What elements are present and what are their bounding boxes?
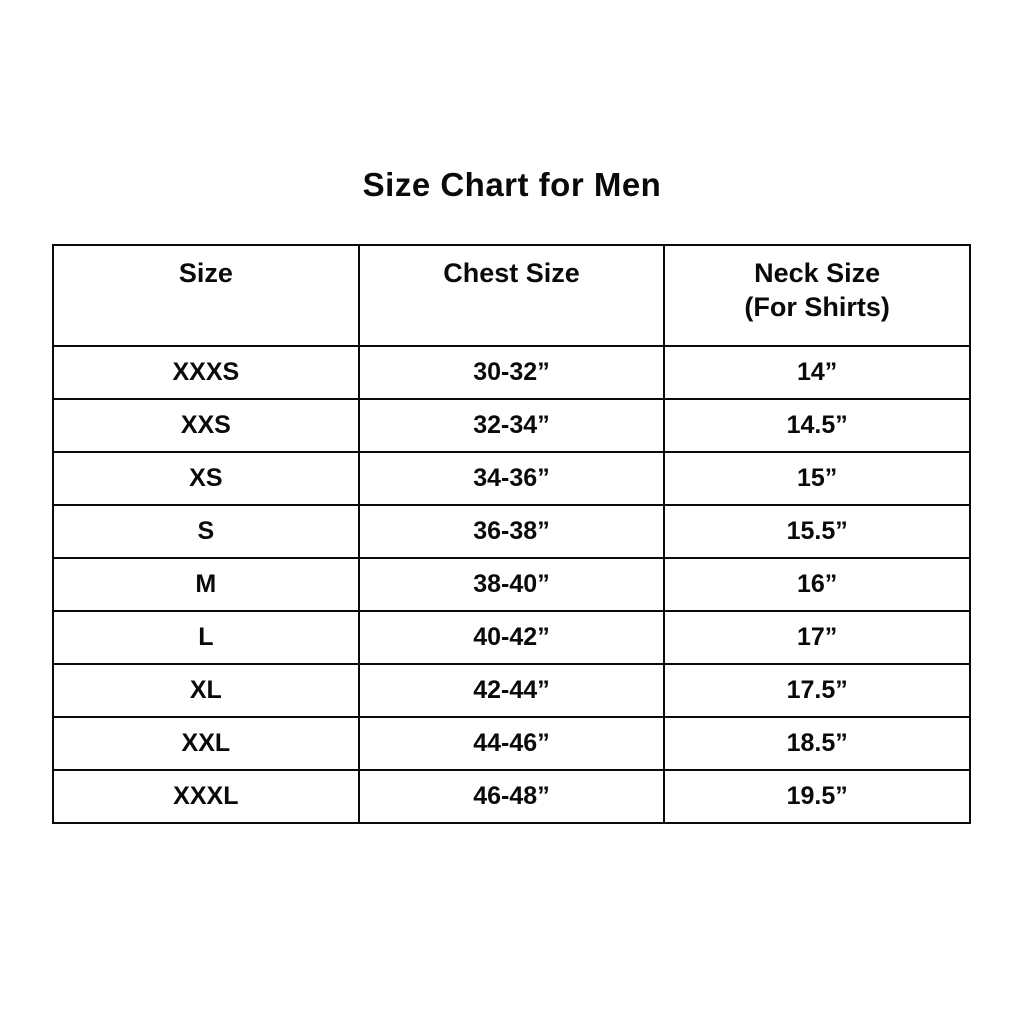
table-row bbox=[53, 558, 970, 611]
size-chart-table bbox=[52, 244, 971, 824]
size-cell: XXXL bbox=[53, 770, 359, 823]
table-row bbox=[53, 770, 970, 823]
chest-size-cell: 34-36” bbox=[359, 452, 665, 505]
col-header-neck bbox=[664, 245, 970, 346]
chest-size-cell: 30-32” bbox=[359, 346, 665, 399]
col-header-neck-label: Neck Size bbox=[754, 258, 881, 288]
size-cell: M bbox=[53, 558, 359, 611]
chest-size-cell: 40-42” bbox=[359, 611, 665, 664]
table-row bbox=[53, 611, 970, 664]
table-row bbox=[53, 452, 970, 505]
table-row bbox=[53, 399, 970, 452]
header-row bbox=[53, 245, 970, 346]
size-cell: XXS bbox=[53, 399, 359, 452]
neck-size-cell: 18.5” bbox=[664, 717, 970, 770]
col-header-chest-label: Chest Size bbox=[443, 258, 580, 288]
table-body bbox=[53, 346, 970, 823]
page-title: Size Chart for Men bbox=[362, 166, 662, 203]
neck-size-cell: 14.5” bbox=[664, 399, 970, 452]
size-cell: XL bbox=[53, 664, 359, 717]
size-cell: XXXS bbox=[53, 346, 359, 399]
chest-size-cell: 38-40” bbox=[359, 558, 665, 611]
size-cell: XS bbox=[53, 452, 359, 505]
chest-size-cell: 42-44” bbox=[359, 664, 665, 717]
neck-size-cell: 17” bbox=[664, 611, 970, 664]
neck-size-cell: 14” bbox=[664, 346, 970, 399]
chest-size-cell: 36-38” bbox=[359, 505, 665, 558]
col-header-chest bbox=[359, 245, 665, 346]
table-header bbox=[53, 245, 970, 346]
col-header-neck-sublabel: (For Shirts) bbox=[744, 291, 890, 322]
col-header-size-label: Size bbox=[178, 258, 233, 288]
neck-size-cell: 17.5” bbox=[664, 664, 970, 717]
neck-size-cell: 15” bbox=[664, 452, 970, 505]
size-cell: XXL bbox=[53, 717, 359, 770]
neck-size-cell: 16” bbox=[664, 558, 970, 611]
chest-size-cell: 44-46” bbox=[359, 717, 665, 770]
size-cell: S bbox=[53, 505, 359, 558]
size-cell: L bbox=[53, 611, 359, 664]
table-row bbox=[53, 664, 970, 717]
neck-size-cell: 19.5” bbox=[664, 770, 970, 823]
table-row bbox=[53, 346, 970, 399]
neck-size-cell: 15.5” bbox=[664, 505, 970, 558]
table-row bbox=[53, 505, 970, 558]
col-header-size bbox=[53, 245, 359, 346]
chest-size-cell: 32-34” bbox=[359, 399, 665, 452]
chest-size-cell: 46-48” bbox=[359, 770, 665, 823]
table-row bbox=[53, 717, 970, 770]
